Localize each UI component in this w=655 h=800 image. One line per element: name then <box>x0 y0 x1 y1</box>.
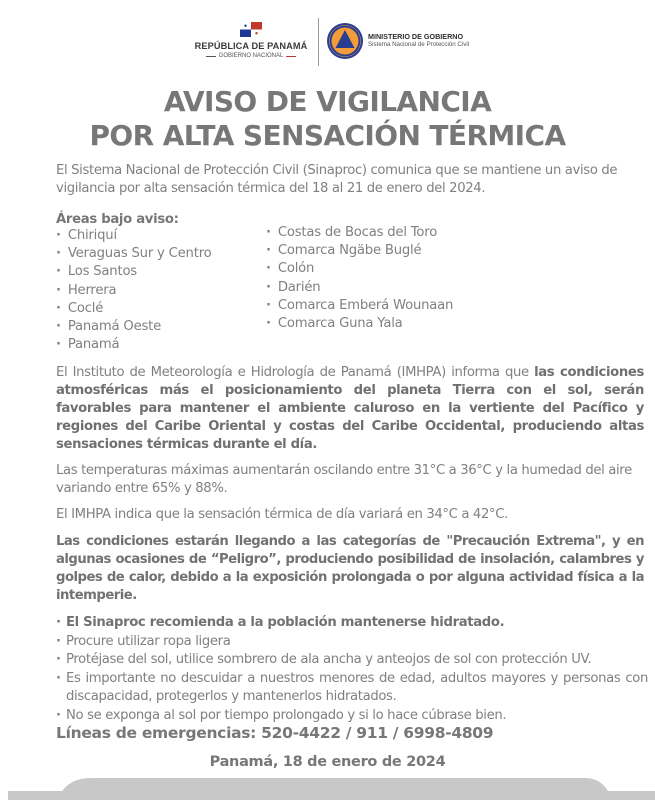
list-item: · Comarca Guna Yala <box>266 315 453 333</box>
list-item: · Colón <box>266 260 453 278</box>
imhpa-bold-text: las condiciones atmosféricas más el posicionamiento del planeta Tierra con el sol, serán favorables para mantener el ambiente caluroso en la vertiente del Pacífico y regiones del Caribe Oriental y costas del Caribe Occidental, produciendo altas sensaciones térmicas durante el día. <box>56 365 644 452</box>
list-item: · Darién <box>266 279 453 297</box>
page-title-line-2: POR ALTA SENSACIÓN TÉRMICA <box>89 119 566 152</box>
list-item: · Veraguas Sur y Centro <box>56 245 212 263</box>
recommendation-item: · Es importante no descuidar a nuestros menores de edad, adultos mayores y personas con discapacidad, protegerlos y mantenerlos hidratados. <box>56 670 648 707</box>
list-item: · Panamá Oeste <box>56 318 212 336</box>
panama-flag-icon <box>240 22 262 37</box>
intro-paragraph: El Sistema Nacional de Protección Civil (Sinaproc) comunica que se mantiene un aviso de vigilancia por alta sensación térmica del 18 al 21 de enero del 2024. <box>56 163 618 196</box>
conditions-paragraph: Las condiciones estarán llegando a las categorías de "Precaución Extrema", y en algunas ocasiones de “Peligro”, produciendo posibilidad de insolación, calambres y golpes de calor, debido a la exposición prolongada o por alguna actividad física a la intemperie. <box>56 534 644 603</box>
sinaproc-seal-icon <box>326 22 364 60</box>
recommendation-item: · Procure utilizar ropa ligera <box>56 633 648 652</box>
republic-title: REPÚBLICA DE PANAMÁ <box>194 41 308 51</box>
recommendation-item: · Protéjase del sol, utilice sombrero de ala ancha y anteojos de sol con protección UV. <box>56 651 648 670</box>
header-divider <box>318 18 319 66</box>
dash-divider <box>286 56 296 57</box>
republic-subtitle: GOBIERNO NACIONAL <box>218 53 284 59</box>
ministry-subtitle: Sistema Nacional de Protección Civil <box>368 41 470 48</box>
dash-divider <box>206 56 216 57</box>
list-item: · Chiriquí <box>56 227 212 245</box>
emergency-lines: Líneas de emergencias: 520-4422 / 911 / 6998-4809 <box>56 724 494 742</box>
list-item: · Herrera <box>56 282 212 300</box>
recommendation-item: · El Sinaproc recomienda a la población mantenerse hidratado. <box>56 614 648 633</box>
imhpa-text: El Instituto de Meteorología e Hidrología de Panamá (IMHPA) informa que <box>56 365 535 380</box>
list-item: · Los Santos <box>56 263 212 281</box>
header <box>0 18 655 68</box>
list-item: · Costas de Bocas del Toro <box>266 224 453 242</box>
republic-subtitle-row <box>192 53 310 59</box>
areas-list-right <box>266 224 453 333</box>
areas-label: Áreas bajo aviso: <box>56 212 179 227</box>
list-item: · Coclé <box>56 300 212 318</box>
ministry-title: MINISTERIO DE GOBIERNO <box>368 32 464 41</box>
list-item: · Panamá <box>56 336 212 354</box>
recommendation-item: · No se exponga al sol por tiempo prolongado y si lo hace cúbrase bien. <box>56 707 648 726</box>
footer-band <box>0 776 655 800</box>
list-item: · Comarca Emberá Wounaan <box>266 297 453 315</box>
sensation-paragraph: El IMHPA indica que la sensación térmica de día variará en 34°C a 42°C. <box>56 507 508 522</box>
imhpa-paragraph <box>56 364 644 454</box>
place-date: Panamá, 18 de enero de 2024 <box>209 754 446 770</box>
recommendations-list <box>56 614 648 726</box>
temperatures-paragraph: Las temperaturas máximas aumentarán oscilando entre 31°C a 36°C y la humedad del aire variando entre 65% y 88%. <box>56 463 632 496</box>
areas-list-left <box>56 227 212 354</box>
list-item: · Comarca Ngäbe Buglé <box>266 242 453 260</box>
page-title-line-1: AVISO DE VIGILANCIA <box>163 85 492 118</box>
